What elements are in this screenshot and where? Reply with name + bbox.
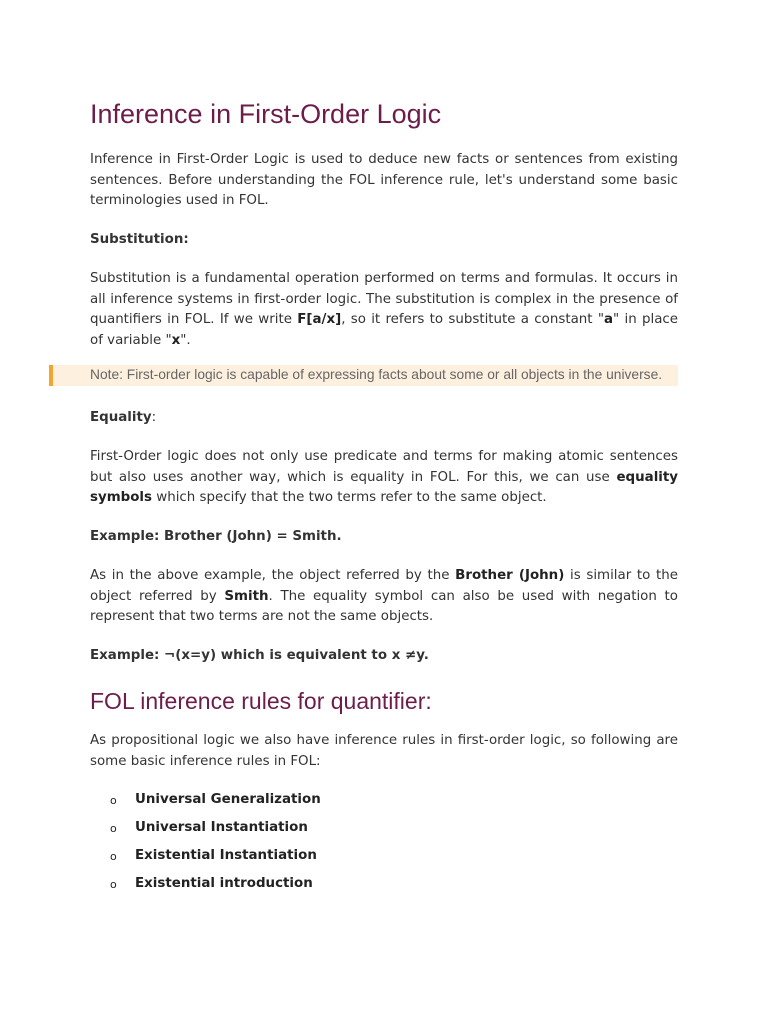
substitution-text-mid2: " in place of variable " <box>90 312 679 348</box>
para2-bold2: Smith <box>224 588 269 604</box>
substitution-text-end: ". <box>180 332 191 348</box>
equality-text-after: which specify that the two terms refer to the same object. <box>152 490 547 505</box>
equality-paragraph <box>90 447 678 509</box>
bullet-icon: o <box>110 822 117 835</box>
equality-label-text: Equality <box>90 409 152 425</box>
rules-intro-paragraph: As propositional logic we also have inference rules in first-order logic, so following are some basic inference rules in FOL: <box>90 733 678 769</box>
list-item-label: Universal Generalization <box>135 792 321 807</box>
equality-paragraph-2 <box>90 566 678 628</box>
substitution-paragraph <box>90 269 678 351</box>
list-item <box>90 818 678 846</box>
para2-part3: . The equality symbol can also be used with negation to represent that two terms are not the same objects. <box>90 588 678 624</box>
list-item <box>90 874 678 902</box>
substitution-text-mid1: , so it refers to substitute a constant " <box>341 312 604 327</box>
para2-bold1: Brother (John) <box>455 568 565 583</box>
bullet-icon: o <box>110 850 117 863</box>
example-1: Example: Brother (John) = Smith. <box>90 528 342 544</box>
variable-text: x <box>171 332 181 348</box>
equality-label <box>90 408 678 429</box>
equality-label-colon: : <box>151 409 157 425</box>
document-page <box>90 96 678 902</box>
equality-text-before: First-Order logic does not only use predicate and terms for making atomic sentences but also uses another way, which is equality in FOL. For this, we can use <box>90 449 678 485</box>
formula-text: F[a/x] <box>297 312 342 327</box>
section-heading: FOL inference rules for quantifier: <box>90 688 432 714</box>
list-item <box>90 846 678 874</box>
example-2: Example: ¬(x=y) which is equivalent to x ≠y. <box>90 647 429 663</box>
para2-part2: is similar to the object referred by <box>90 568 678 604</box>
list-item-label: Existential Instantiation <box>135 848 317 863</box>
constant-text: a <box>603 312 614 327</box>
bullet-icon: o <box>110 794 117 807</box>
inference-rules-list <box>90 790 678 902</box>
note-box: Note: First-order logic is capable of expressing facts about some or all objects in the universe. <box>49 365 678 386</box>
para2-part1: As in the above example, the object referred by the <box>90 568 456 583</box>
list-item-label: Universal Instantiation <box>135 820 308 835</box>
bullet-icon: o <box>110 878 117 891</box>
substitution-label: Substitution: <box>90 231 189 247</box>
intro-paragraph: Inference in First-Order Logic is used to deduce new facts or sentences from existing sentences. Before understanding the FOL inference rule, let's understand some basic terminologies used in FOL. <box>90 152 678 208</box>
list-item-label: Existential introduction <box>135 876 313 891</box>
page-title: Inference in First-Order Logic <box>90 99 442 129</box>
list-item <box>90 790 678 818</box>
substitution-text: Substitution is a fundamental operation performed on terms and formulas. It occurs in all inference systems in first-order logic. The substitution is complex in the presence of quantifiers in FOL. If we write <box>90 271 678 327</box>
equality-symbols-term: equality symbols <box>90 469 678 505</box>
